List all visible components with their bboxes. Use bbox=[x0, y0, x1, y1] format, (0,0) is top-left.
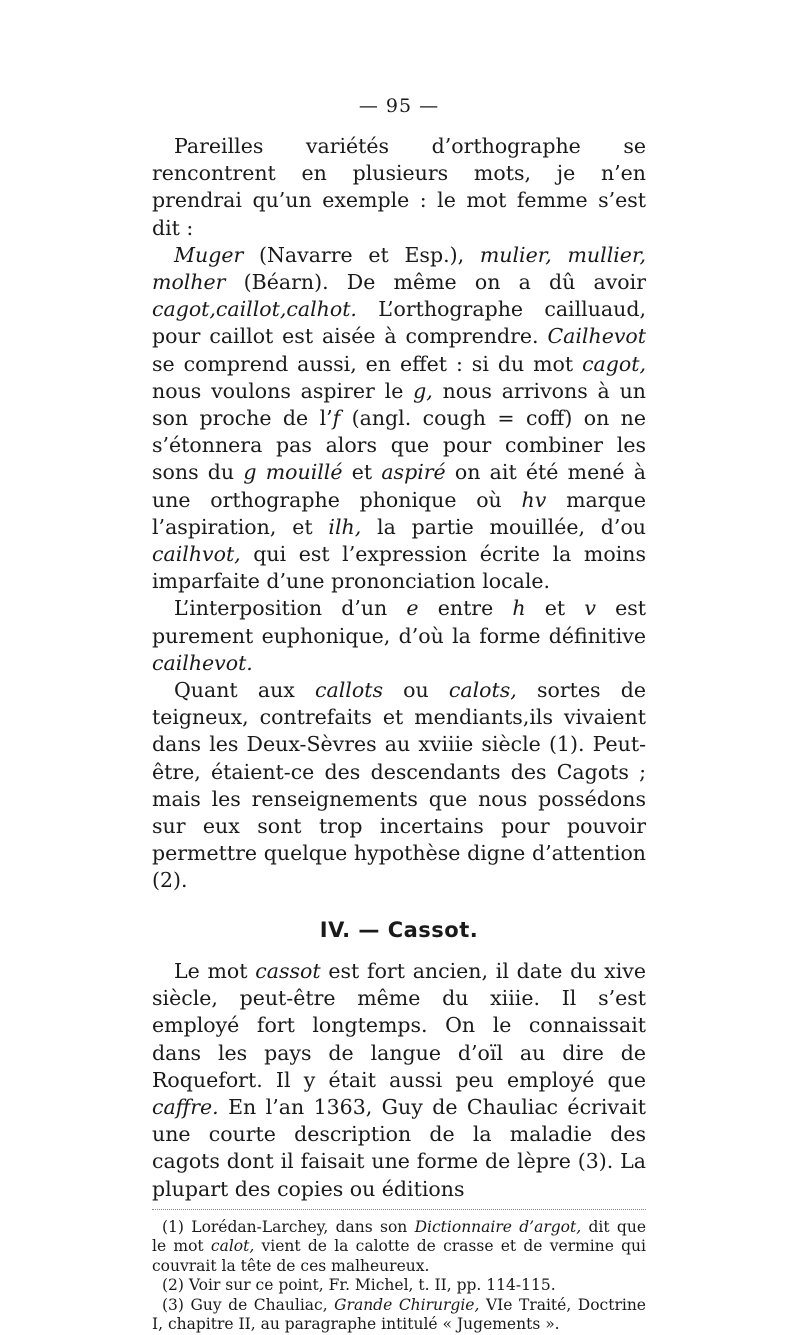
text-run: et bbox=[342, 460, 382, 485]
italic-term: cagot,caillot,calhot. bbox=[152, 297, 357, 322]
paragraph-4 bbox=[152, 677, 646, 895]
italic-term: cassot bbox=[255, 958, 321, 983]
body-text bbox=[152, 133, 646, 1203]
italic-term: Dictionnaire d’argot, bbox=[414, 1217, 582, 1236]
text-run: se comprend aussi, en effet : si du mot bbox=[152, 351, 583, 376]
text-run: nous arrivons à un son proche de l’ bbox=[152, 378, 646, 431]
italic-term: aspiré bbox=[381, 460, 446, 485]
text-run: (3) Guy de Chauliac, bbox=[162, 1295, 335, 1314]
italic-term: cagot, bbox=[582, 351, 646, 376]
text-run: nous voulons aspirer le bbox=[152, 378, 414, 403]
text-run: (angl. cough = coff) on ne s’étonnera pas alors que pour combiner les sons du bbox=[152, 406, 646, 485]
text-run: est fort ancien, il date du xive siècle, peut-être même du xiiie. Il s’est employé fort longtemps. On le connaissait dans les pays de langue d’oïl au dire de Roquefort. Il y était aussi peu employé que bbox=[152, 958, 646, 1092]
book-page bbox=[152, 95, 646, 1335]
paragraph-1 bbox=[152, 133, 646, 242]
text-run: VIe Traité, Doctrine I, chapitre II, au paragraphe intitulé « Jugements ». bbox=[152, 1295, 646, 1334]
text-run: vient de la calotte de crasse et de vermine qui couvrait la tête de ces malheureux. bbox=[152, 1237, 646, 1275]
italic-term: caffre. bbox=[152, 1094, 219, 1119]
italic-term: f bbox=[332, 406, 341, 431]
text-run: (1) Lorédan-Larchey, dans son bbox=[162, 1217, 415, 1236]
text-run: est purement euphonique, d’où la forme définitive bbox=[152, 596, 646, 648]
footnote-1 bbox=[152, 1218, 646, 1277]
text-run: ou bbox=[382, 678, 449, 703]
italic-term: v bbox=[584, 596, 596, 621]
italic-term: h bbox=[512, 596, 526, 621]
italic-term: cailhevot. bbox=[152, 650, 253, 675]
paragraph-3 bbox=[152, 595, 646, 677]
paragraph-2 bbox=[152, 242, 646, 596]
text-run: En l’an 1363, Guy de Chauliac écrivait une courte description de la maladie des cagots dont il faisait une forme de lèpre (3). La plupart des copies ou éditions bbox=[152, 1094, 646, 1201]
text-run: la partie mouillée, d’ou bbox=[361, 514, 646, 539]
italic-term: g, bbox=[413, 378, 433, 403]
italic-term: Cailhevot bbox=[547, 324, 646, 349]
footnotes bbox=[152, 1218, 646, 1335]
page-number: — 95 — bbox=[358, 95, 440, 117]
text-run: (2) Voir sur ce point, Fr. Michel, t. II, pp. 114-115. bbox=[162, 1276, 556, 1295]
text-run: sortes de teigneux, contrefaits et mendiants,ils vivaient dans les Deux-Sèvres au xviiie siècle (1). Peut-être, étaient-ce des descendants des Cagots ; mais les renseignements que nous possédons sur eux sont trop incertains pour pouvoir permettre quelque hypothèse digne d’attention (2). bbox=[152, 678, 646, 893]
paragraph-5 bbox=[152, 958, 646, 1203]
italic-term: callots bbox=[315, 678, 383, 703]
footnote-divider bbox=[152, 1209, 646, 1210]
text-run: et bbox=[525, 596, 585, 621]
italic-term: Muger bbox=[174, 242, 244, 267]
text-run: on ait été mené à une orthographe phonique où bbox=[152, 460, 646, 512]
italic-term: calot, bbox=[210, 1237, 255, 1256]
section-heading: IV. — Cassot. bbox=[319, 917, 479, 942]
italic-term: calots, bbox=[448, 678, 517, 703]
italic-term: mulier, mullier, molher bbox=[152, 242, 647, 295]
text-run: marque l’aspiration, et bbox=[152, 487, 647, 539]
text-run: Quant aux bbox=[174, 678, 316, 703]
paragraph-1-text: Pareilles variétés d’orthographe se rencontrent en plusieurs mots, je n’en prendrai qu’un exemple : le mot femme s’est dit : bbox=[152, 134, 646, 240]
text-run: L’interposition d’un bbox=[174, 596, 407, 621]
italic-term: Grande Chirurgie, bbox=[334, 1295, 480, 1314]
text-run: L’orthographe cailluaud, pour caillot est aisée à comprendre. bbox=[152, 297, 646, 349]
text-run: entre bbox=[418, 596, 513, 621]
italic-term: cailhvot, bbox=[152, 542, 241, 567]
text-run: Le mot bbox=[174, 958, 256, 983]
text-run: qui est l’expression écrite la moins imparfaite d’une prononciation locale. bbox=[152, 542, 646, 594]
text-run: dit que le mot bbox=[152, 1217, 646, 1256]
italic-term: e bbox=[406, 596, 419, 621]
text-run: (Navarre et Esp.), bbox=[243, 242, 480, 267]
italic-term: ilh, bbox=[328, 514, 362, 539]
text-run: (Béarn). De même on a dû avoir bbox=[225, 270, 646, 295]
footnote-3 bbox=[152, 1296, 646, 1335]
italic-term: g mouillé bbox=[243, 460, 343, 485]
italic-term: hv bbox=[521, 487, 547, 512]
